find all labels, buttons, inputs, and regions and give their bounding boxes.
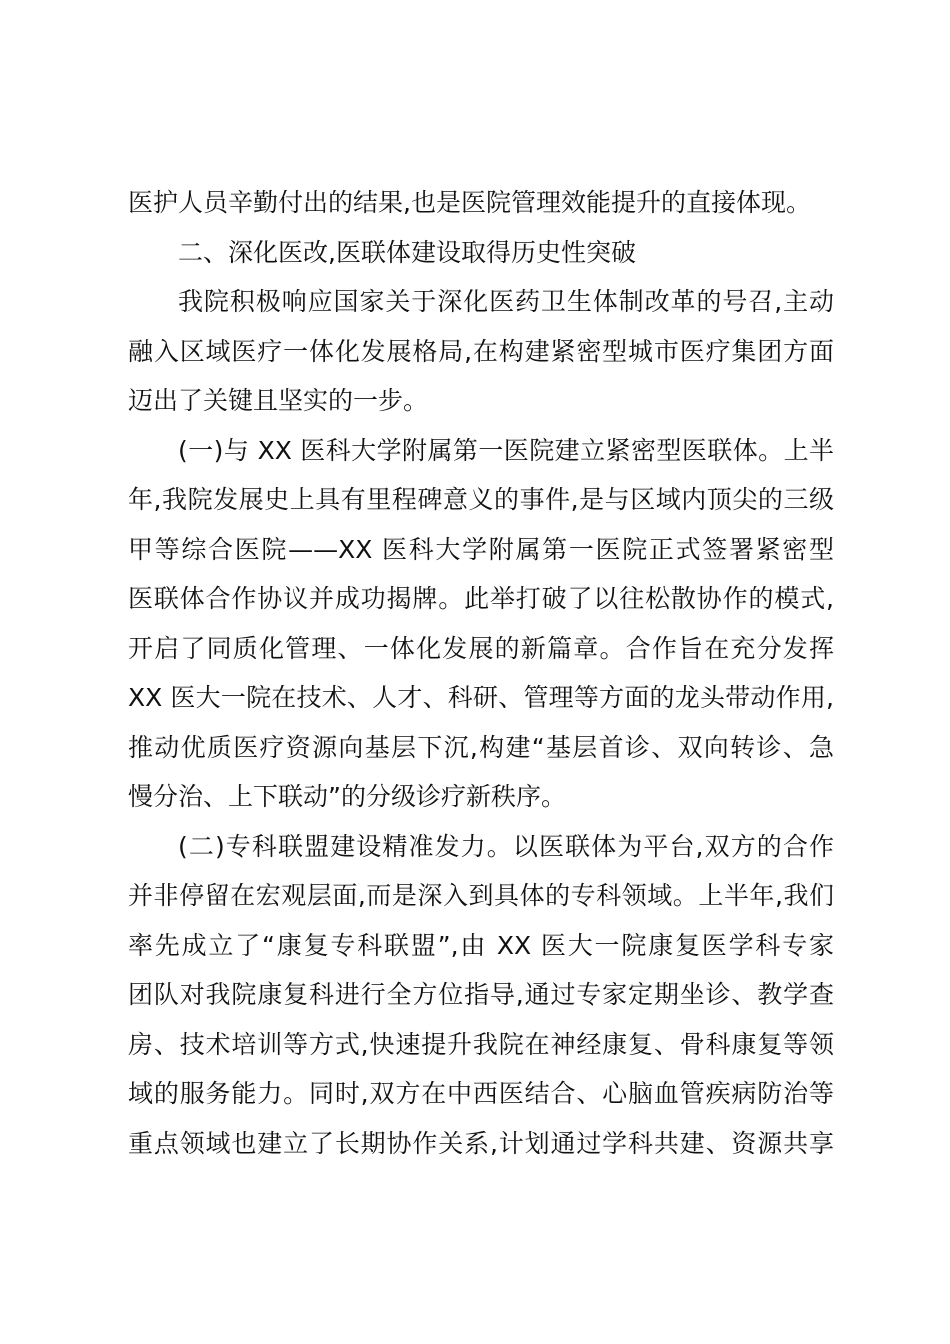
paragraph-line: 迈出了关键且坚实的一步。 bbox=[128, 386, 429, 415]
subsection-heading-line: (一)与 XX 医科大学附属第一医院建立紧密型医联体。上半 bbox=[178, 435, 834, 465]
paragraph-line: 医联体合作协议并成功揭牌。此举打破了以往松散协作的模式, bbox=[128, 584, 834, 613]
paragraph-line: 年,我院发展史上具有里程碑意义的事件,是与区域内顶尖的三级 bbox=[128, 485, 834, 514]
paragraph-line: 团队对我院康复科进行全方位指导,通过专家定期坐诊、教学查 bbox=[128, 980, 834, 1009]
paragraph-line: XX 医大一院在技术、人才、科研、管理等方面的龙头带动作用, bbox=[128, 683, 834, 712]
paragraph-line: 率先成立了“康复专科联盟”,由 XX 医大一院康复医学科专家 bbox=[128, 930, 834, 960]
paragraph-line: 融入区域医疗一体化发展格局,在构建紧密型城市医疗集团方面 bbox=[128, 336, 834, 366]
paragraph-line: 开启了同质化管理、一体化发展的新篇章。合作旨在充分发挥 bbox=[128, 633, 834, 663]
paragraph-line: 慢分治、上下联动”的分级诊疗新秩序。 bbox=[128, 782, 566, 811]
paragraph-line: 域的服务能力。同时,双方在中西医结合、心脑血管疾病防治等 bbox=[128, 1079, 834, 1108]
paragraph-line: 甲等综合医院——XX 医科大学附属第一医院正式签署紧密型 bbox=[128, 534, 834, 564]
paragraph-line: 医护人员辛勤付出的结果,也是医院管理效能提升的直接体现。 bbox=[128, 188, 811, 217]
section-heading: 二、深化医改,医联体建设取得历史性突破 bbox=[178, 237, 636, 267]
paragraph-line: 重点领域也建立了长期协作关系,计划通过学科共建、资源共享 bbox=[128, 1128, 834, 1158]
paragraph-line: 房、技术培训等方式,快速提升我院在神经康复、骨科康复等领 bbox=[128, 1029, 834, 1059]
paragraph-line: 推动优质医疗资源向基层下沉,构建“基层首诊、双向转诊、急 bbox=[128, 732, 834, 762]
subsection-heading-line: (二)专科联盟建设精准发力。以医联体为平台,双方的合作 bbox=[178, 831, 834, 861]
document-body bbox=[128, 178, 834, 1168]
paragraph-line: 我院积极响应国家关于深化医药卫生体制改革的号召,主动 bbox=[178, 287, 834, 316]
paragraph-line: 并非停留在宏观层面,而是深入到具体的专科领域。上半年,我们 bbox=[128, 881, 834, 910]
